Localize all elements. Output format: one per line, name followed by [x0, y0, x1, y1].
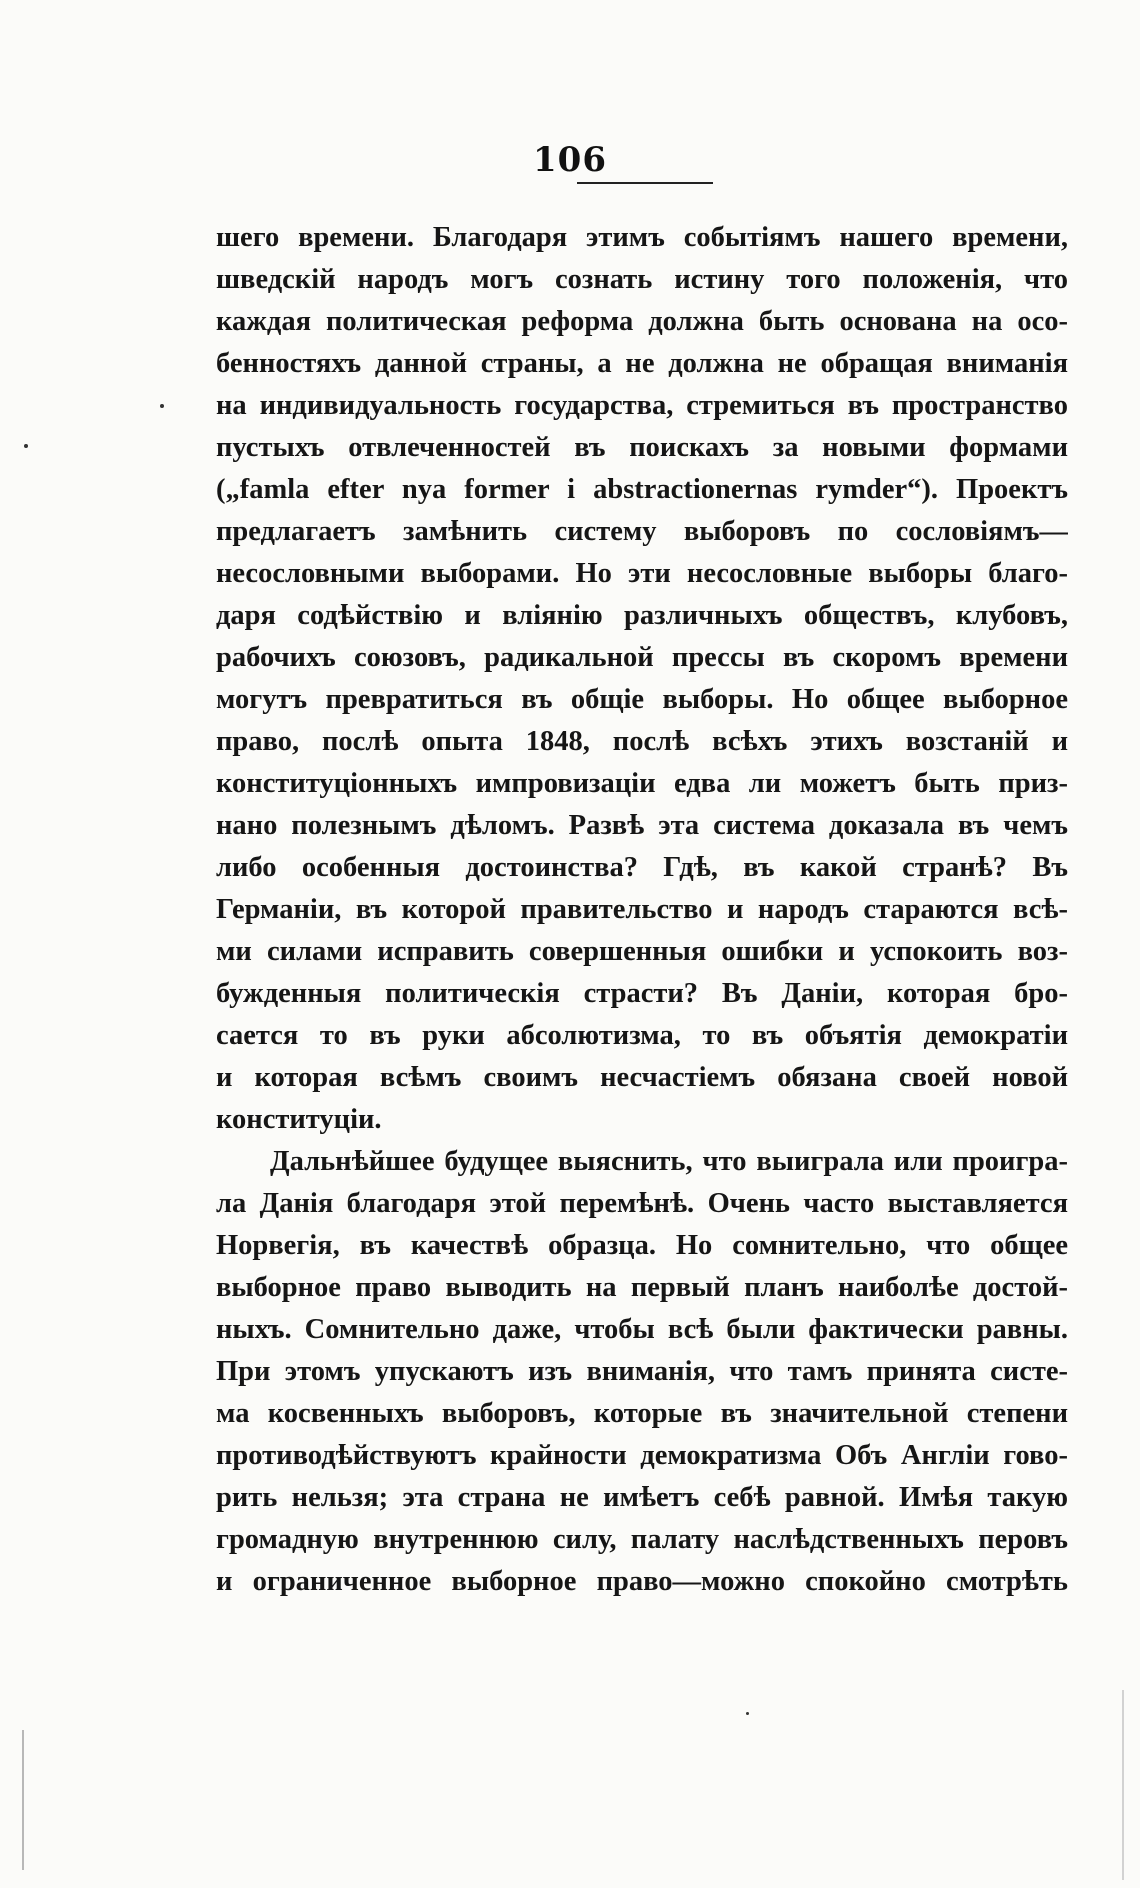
text-line: ла Данія благодаря этой перемѣнѣ. Очень часто выставляется	[216, 1188, 1068, 1219]
scan-edge-line	[1122, 1690, 1124, 1880]
paragraph	[216, 1141, 1068, 1603]
text-line: При этомъ упускаютъ изъ вниманія, что тамъ принята систе-	[216, 1356, 1068, 1387]
text-line: выборное право выводить на первый планъ наиболѣе достой-	[216, 1272, 1068, 1303]
text-line: пустыхъ отвлеченностей въ поискахъ за новыми формами	[216, 432, 1068, 463]
body-text	[216, 217, 1068, 1603]
text-line: и которая всѣмъ своимъ несчастіемъ обязана своей новой	[216, 1062, 1068, 1093]
text-line: каждая политическая реформа должна быть основана на осо-	[216, 306, 1068, 337]
margin-speck	[24, 444, 28, 448]
text-line: ми силами исправить совершенныя ошибки и успокоить воз-	[216, 936, 1068, 967]
text-line: и ограниченное выборное право—можно спокойно смотрѣть	[216, 1566, 1068, 1597]
text-line: конституціонныхъ импровизаціи едва ли можетъ быть приз-	[216, 768, 1068, 799]
text-line: нано полезнымъ дѣломъ. Развѣ эта система доказала въ чемъ	[216, 810, 1068, 841]
text-line: несословными выборами. Но эти несословные выборы благо-	[216, 558, 1068, 589]
text-line: Дальнѣйшее будущее выяснить, что выиграла или проигра-	[270, 1146, 1068, 1177]
text-line: конституціи.	[216, 1104, 382, 1135]
scan-edge-line	[22, 1730, 24, 1870]
margin-speck	[746, 1712, 749, 1715]
text-line: Германіи, въ которой правительство и народъ стараются всѣ-	[216, 894, 1068, 925]
margin-speck	[160, 404, 164, 408]
text-line: сается то въ руки абсолютизма, то въ объятія демократіи	[216, 1020, 1068, 1051]
text-line: право, послѣ опыта 1848, послѣ всѣхъ этихъ возстаній и	[216, 726, 1068, 757]
text-line: громадную внутреннюю силу, палату наслѣдственныхъ перовъ	[216, 1524, 1068, 1555]
text-line: противодѣйствуютъ крайности демократизма Объ Англіи гово-	[216, 1440, 1068, 1471]
text-line: предлагаетъ замѣнить систему выборовъ по сословіямъ—	[216, 516, 1068, 547]
text-line: шведскій народъ могъ сознать истину того положенія, что	[216, 264, 1068, 295]
page-number: 106	[533, 140, 607, 180]
page-number-rule	[577, 182, 713, 184]
text-line: рабочихъ союзовъ, радикальной прессы въ скоромъ времени	[216, 642, 1068, 673]
text-line: либо особенныя достоинства? Гдѣ, въ какой странѣ? Въ	[216, 852, 1068, 883]
text-line: Норвегія, въ качествѣ образца. Но сомнительно, что общее	[216, 1230, 1068, 1261]
text-line: могутъ превратиться въ общіе выборы. Но общее выборное	[216, 684, 1068, 715]
text-line: бенностяхъ данной страны, а не должна не обращая вниманія	[216, 348, 1068, 379]
text-line: ма косвенныхъ выборовъ, которые въ значительной степени	[216, 1398, 1068, 1429]
text-line: даря содѣйствію и вліянію различныхъ обществъ, клубовъ,	[216, 600, 1068, 631]
text-line: шего времени. Благодаря этимъ событіямъ нашего времени,	[216, 222, 1068, 253]
text-line: бужденныя политическія страсти? Въ Даніи, которая бро-	[216, 978, 1068, 1009]
paragraph	[216, 217, 1068, 1141]
text-line: ныхъ. Сомнительно даже, чтобы всѣ были фактически равны.	[216, 1314, 1068, 1345]
text-line: рить нельзя; эта страна не имѣетъ себѣ равной. Имѣя такую	[216, 1482, 1068, 1513]
text-line: („famla efter nya former i abstractionernas rymder“). Проектъ	[216, 474, 1068, 505]
text-line: на индивидуальность государства, стремиться въ пространство	[216, 390, 1068, 421]
